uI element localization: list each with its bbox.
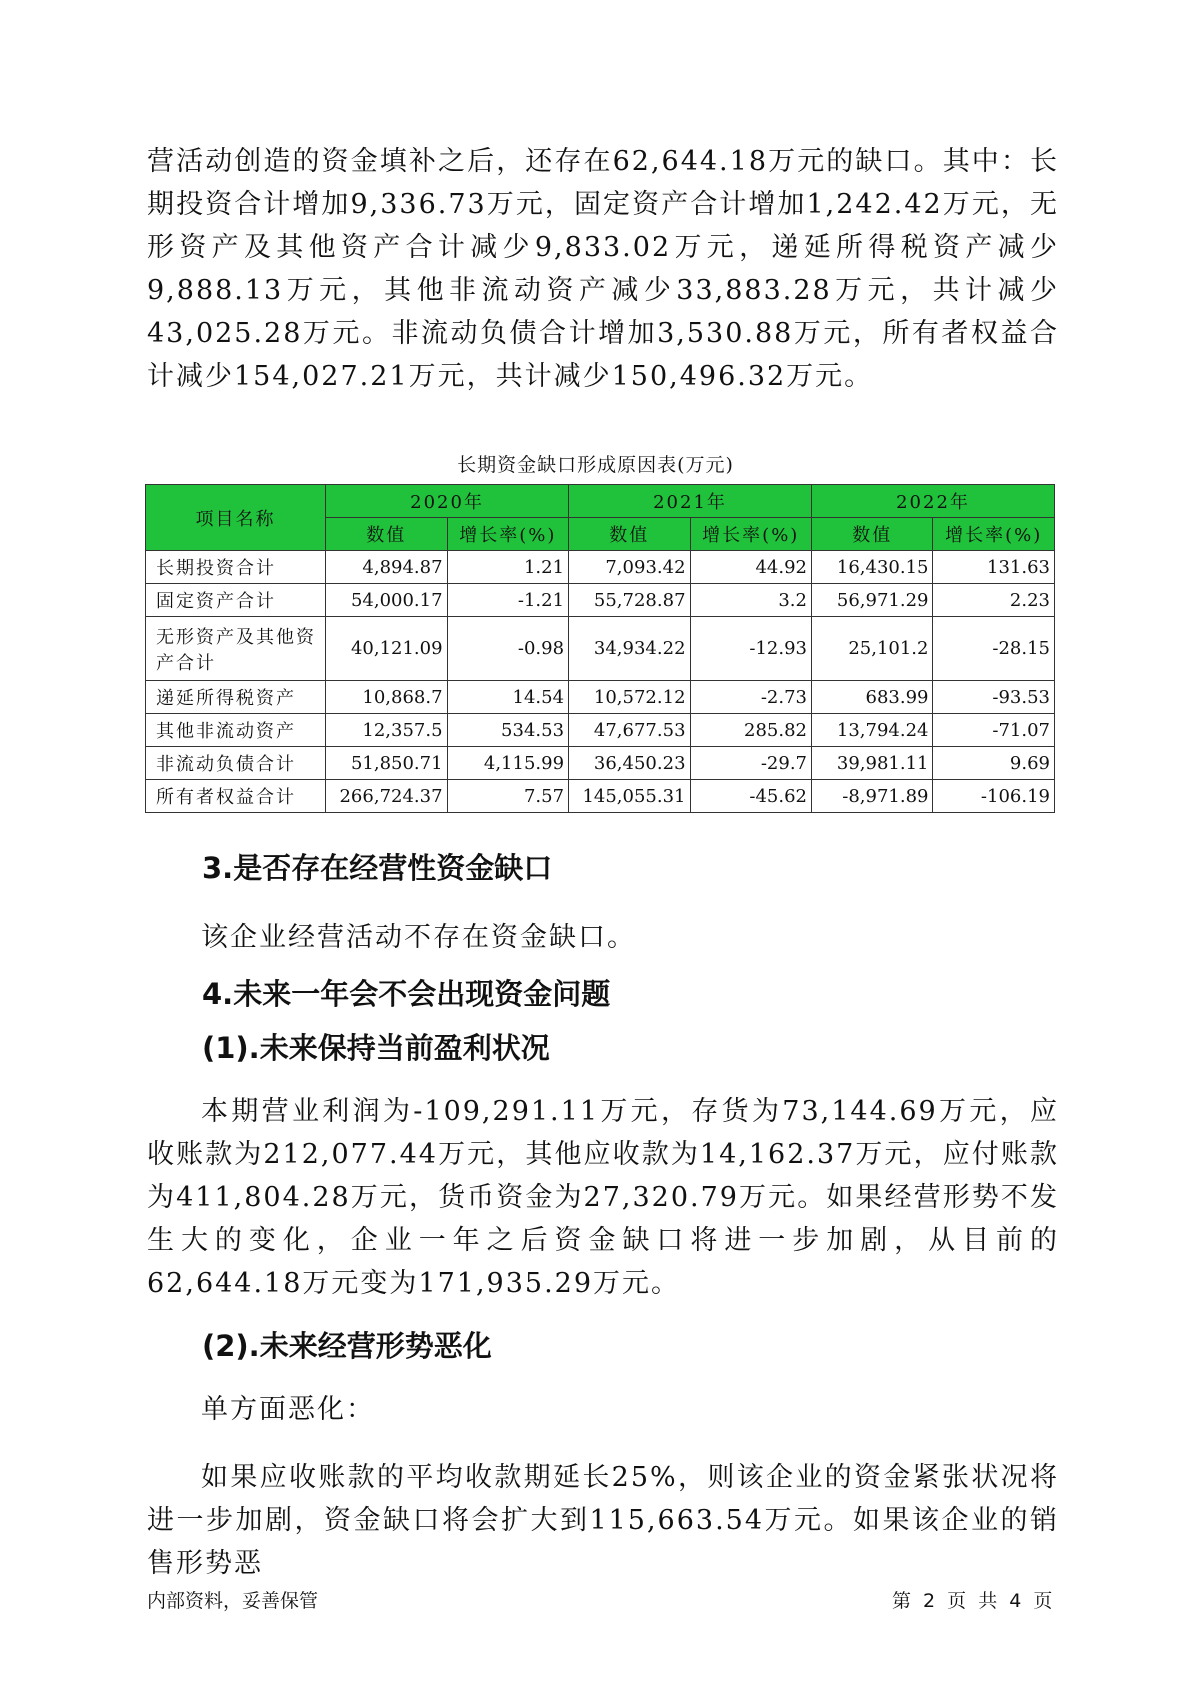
cell-growth: -71.07 [933,714,1055,747]
table-row [146,747,1055,780]
table-row [146,584,1055,617]
cell-growth: 534.53 [447,714,568,747]
cell-value: 16,430.15 [812,551,933,584]
cell-growth: -12.93 [690,617,811,681]
cell-value: 25,101.2 [812,617,933,681]
cell-growth: 131.63 [933,551,1055,584]
row-label: 无形资产及其他资产合计 [146,617,326,681]
header-value: 数值 [812,518,933,551]
header-item-name: 项目名称 [146,485,326,551]
section-heading-4: 4.未来一年会不会出现资金问题 [202,977,611,1011]
header-value: 数值 [326,518,447,551]
cell-growth: -28.15 [933,617,1055,681]
section-heading-3: 3.是否存在经营性资金缺口 [202,851,553,885]
cell-value: 4,894.87 [326,551,447,584]
paragraph-one-sided-deterioration: 单方面恶化： [201,1394,375,1425]
header-year-2022: 2022年 [812,485,1055,518]
cell-growth: 14.54 [447,681,568,714]
cell-value: 36,450.23 [569,747,690,780]
cell-value: 145,055.31 [569,780,690,813]
cell-growth: 4,115.99 [447,747,568,780]
cell-growth: -93.53 [933,681,1055,714]
subsection-heading-4-2: (2).未来经营形势恶化 [202,1329,492,1363]
row-label: 长期投资合计 [146,551,326,584]
header-year-2021: 2021年 [569,485,812,518]
header-growth: 增长率(%) [447,518,568,551]
table-row [146,714,1055,747]
paragraph-receivables-scenario: 如果应收账款的平均收款期延长25%，则该企业的资金紧张状况将进一步加剧，资金缺口将会扩大到115,663.54万元。如果该企业的销售形势恶 [147,1462,1059,1579]
cell-value: 39,981.11 [812,747,933,780]
row-label: 其他非流动资产 [146,714,326,747]
header-year-2020: 2020年 [326,485,569,518]
cell-value: 683.99 [812,681,933,714]
cell-value: 266,724.37 [326,780,447,813]
table-row [146,551,1055,584]
paragraph-no-operating-gap: 该企业经营活动不存在资金缺口。 [201,922,636,953]
row-label: 递延所得税资产 [146,681,326,714]
cell-value: 7,093.42 [569,551,690,584]
subsection-heading-4-1: (1).未来保持当前盈利状况 [202,1031,550,1065]
cell-growth: -106.19 [933,780,1055,813]
cell-growth: 2.23 [933,584,1055,617]
cell-growth: -1.21 [447,584,568,617]
cell-value: 10,572.12 [569,681,690,714]
cell-growth: 285.82 [690,714,811,747]
cell-growth: 7.57 [447,780,568,813]
cell-value: -8,971.89 [812,780,933,813]
footer-confidential-note: 内部资料，妥善保管 [147,1590,319,1612]
table-row [146,617,1055,681]
cell-growth: -2.73 [690,681,811,714]
header-growth: 增长率(%) [933,518,1055,551]
cell-growth: -45.62 [690,780,811,813]
row-label: 非流动负债合计 [146,747,326,780]
cell-value: 54,000.17 [326,584,447,617]
header-value: 数值 [569,518,690,551]
footer-page-number: 第 2 页 共 4 页 [892,1590,1054,1612]
cell-growth: 3.2 [690,584,811,617]
cell-growth: -29.7 [690,747,811,780]
header-growth: 增长率(%) [690,518,811,551]
table-caption: 长期资金缺口形成原因表(万元) [457,454,734,476]
cell-value: 12,357.5 [326,714,447,747]
row-label: 所有者权益合计 [146,780,326,813]
cell-value: 55,728.87 [569,584,690,617]
table-row [146,780,1055,813]
row-label: 固定资产合计 [146,584,326,617]
cell-value: 56,971.29 [812,584,933,617]
cell-value: 10,868.7 [326,681,447,714]
cell-value: 34,934.22 [569,617,690,681]
long-term-gap-table [145,484,1055,813]
cell-value: 40,121.09 [326,617,447,681]
cell-growth: 9.69 [933,747,1055,780]
paragraph-current-profit: 本期营业利润为-109,291.11万元，存货为73,144.69万元，应收账款为212,077.44万元，其他应收款为14,162.37万元，应付账款为411,804.28万元，货币资金为27,320.79万元。如果经营形势不发生大的变化，企业一年之后资金缺口将进一步加剧，从目前的62,644.18万元变为171,935.29万元。 [147,1096,1059,1299]
cell-value: 51,850.71 [326,747,447,780]
paragraph-funding-gap-detail: 营活动创造的资金填补之后，还存在62,644.18万元的缺口。其中：长期投资合计增加9,336.73万元，固定资产合计增加1,242.42万元，无形资产及其他资产合计减少9,833.02万元，递延所得税资产减少9,888.13万元，其他非流动资产减少33,883.28万元，共计减少43,025.28万元。非流动负债合计增加3,530.88万元，所有者权益合计减少154,027.21万元，共计减少150,496.32万元。 [147,146,1059,392]
cell-value: 13,794.24 [812,714,933,747]
table-row [146,681,1055,714]
cell-growth: -0.98 [447,617,568,681]
cell-value: 47,677.53 [569,714,690,747]
cell-growth: 44.92 [690,551,811,584]
cell-growth: 1.21 [447,551,568,584]
